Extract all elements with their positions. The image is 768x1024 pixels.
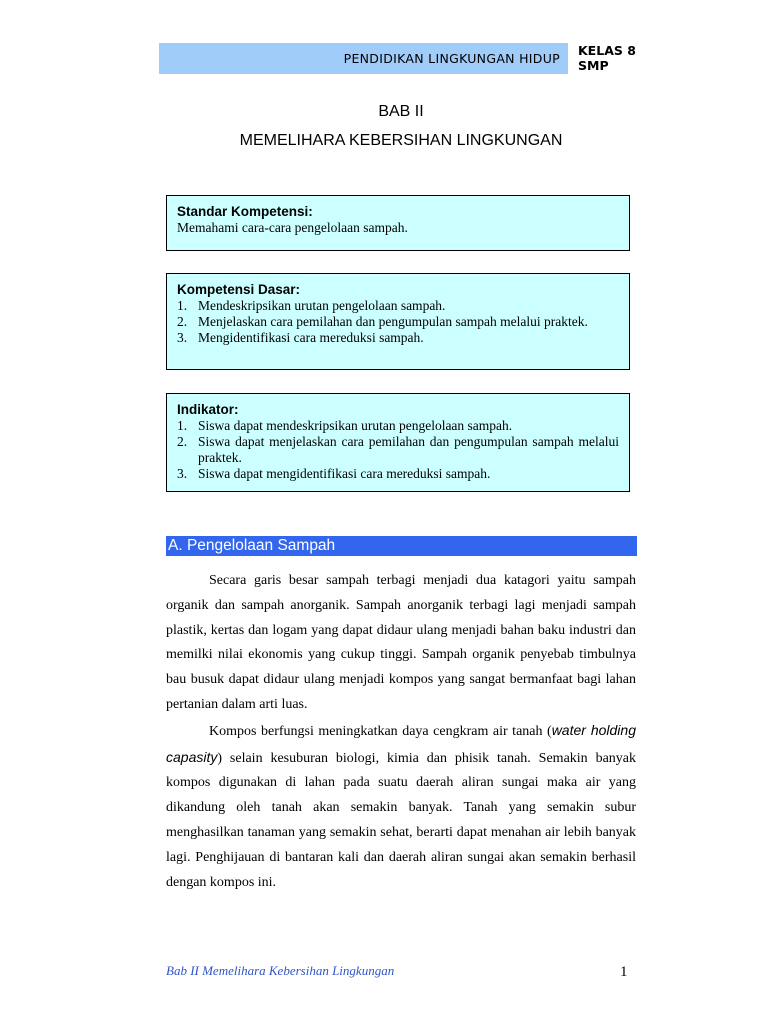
standar-kompetensi-title: Standar Kompetensi:	[177, 204, 313, 219]
list-item	[177, 298, 619, 314]
kompetensi-dasar-box	[166, 273, 630, 370]
indikator-title: Indikator:	[177, 402, 239, 417]
section-heading: A. Pengelolaan Sampah	[166, 536, 637, 556]
standar-kompetensi-box	[166, 195, 630, 251]
section-body	[166, 569, 636, 895]
class-line-2: SMP	[578, 58, 609, 73]
list-item-text: Menjelaskan cara pemilahan dan pengumpulan sampah melalui praktek.	[198, 314, 588, 329]
chapter-title: MEMELIHARA KEBERSIHAN LINGKUNGAN	[239, 132, 563, 149]
header-subject-bar	[159, 43, 568, 74]
kompetensi-dasar-title: Kompetensi Dasar:	[177, 282, 301, 297]
list-item	[177, 466, 619, 482]
list-item	[177, 434, 619, 466]
list-item	[177, 418, 619, 434]
list-item-number: 1.	[177, 418, 188, 433]
list-item-number: 1.	[177, 298, 188, 313]
list-item-text: Siswa dapat mendeskripsikan urutan pengelolaan sampah.	[198, 418, 513, 433]
list-item-text: Mengidentifikasi cara mereduksi sampah.	[198, 330, 424, 345]
chapter-number: BAB II	[378, 103, 424, 120]
standar-kompetensi-text: Memahami cara-cara pengelolaan sampah.	[177, 220, 408, 235]
list-item-text: Siswa dapat menjelaskan cara pemilahan dan pengumpulan sampah melalui praktek.	[198, 434, 619, 465]
paragraph-2-end: ) selain kesuburan biologi, kimia dan phisik tanah. Semakin banyak kompos digunakan di lahan pada suatu daerah aliran sungai maka air yang dikandung oleh tanah akan semakin banyak. Tanah yang semakin subur menghasilkan tanaman yang semakin sehat, berarti dapat menahan air lebih banyak lagi. Penghijauan di bantaran kali dan daerah aliran sungai akan semakin berhasil dengan kompos ini.	[166, 750, 636, 890]
paragraph-2-start: Kompos berfungsi meningkatkan daya cengkram air tanah (	[209, 723, 552, 739]
class-line-1: KELAS 8	[578, 43, 636, 58]
class-label	[578, 43, 638, 73]
list-item-number: 3.	[177, 466, 188, 481]
paragraph-2	[166, 718, 636, 896]
paragraph-2-italic-term: water holding capasity	[166, 721, 636, 765]
header-subject: PENDIDIKAN LINGKUNGAN HIDUP	[343, 51, 560, 66]
list-item	[177, 314, 619, 330]
list-item-number: 3.	[177, 330, 188, 345]
kompetensi-dasar-list	[177, 298, 619, 346]
list-item-number: 2.	[177, 434, 188, 449]
paragraph-1: Secara garis besar sampah terbagi menjadi dua katagori yaitu sampah organik dan sampah anorganik. Sampah anorganik terbagi lagi menjadi sampah plastik, kertas dan logam yang dapat didaur ulang menjadi bahan baku industri dan memilki nilai ekonomis yang cukup tinggi. Sampah organik penyebab timbulnya bau busuk dapat didaur ulang menjadi kompos yang sangat bermanfaat bagi lahan pertanian dalam arti luas.	[166, 573, 636, 712]
footer-chapter-reference: Bab II Memelihara Kebersihan Lingkungan	[166, 963, 395, 978]
indikator-box	[166, 393, 630, 492]
list-item-number: 2.	[177, 314, 188, 329]
indikator-list	[177, 418, 619, 482]
list-item-text: Mendeskripsikan urutan pengelolaan sampah.	[198, 298, 446, 313]
page-number: 1	[620, 964, 628, 980]
list-item	[177, 330, 619, 346]
list-item-text: Siswa dapat mengidentifikasi cara mereduksi sampah.	[198, 466, 491, 481]
